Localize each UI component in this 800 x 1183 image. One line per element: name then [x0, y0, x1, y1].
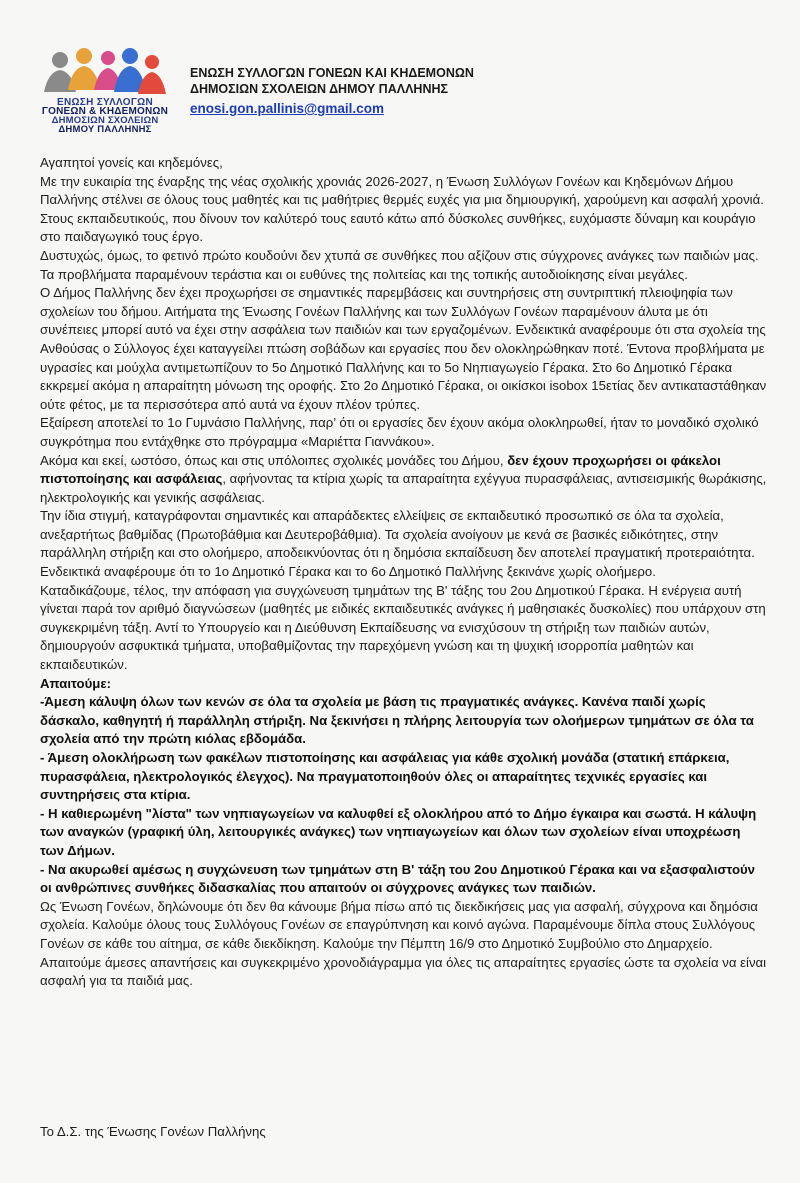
demands-heading-text: Απαιτούμε: — [40, 675, 111, 691]
letterhead — [30, 38, 770, 138]
org-line-2: ΔΗΜΟΣΙΩΝ ΣΧΟΛΕΙΩΝ ΔΗΜΟΥ ΠΑΛΛΗΝΗΣ — [190, 82, 448, 96]
paragraph-5 — [40, 452, 768, 508]
paragraph-4: Εξαίρεση αποτελεί το 1ο Γυμνάσιο Παλλήνης, παρ’ ότι οι εργασίες δεν έχουν ακόμα ολοκληρωθεί, ήταν το μοναδικό σχολικό συγκρότημα που εντάχθηκε στο πρόγραμμα «Μαριέττα Γιαννάκου». — [40, 415, 759, 449]
demand-1 — [40, 693, 768, 749]
logo-line-1: ΕΝΩΣΗ ΣΥΛΛΟΓΩΝ — [57, 97, 153, 108]
paragraph-5-end: , αφήνοντας τα κτίρια χωρίς τα απαραίτητα εχέγγυα πυρασφάλειας, αντισεισμικής θωράκισης, ηλεκτρολογικής και γενικής ασφάλειας. — [40, 471, 767, 505]
demand-2 — [40, 749, 768, 805]
org-line-1: ΕΝΩΣΗ ΣΥΛΛΟΓΩΝ ΓΟΝΕΩΝ ΚΑΙ ΚΗΔΕΜΟΝΩΝ — [190, 66, 474, 80]
paragraph-5-bold: δεν έχουν προχωρήσει οι φάκελοι πιστοποίησης και ασφάλειας — [40, 452, 721, 487]
greeting: Αγαπητοί γονείς και κηδεμόνες, — [40, 155, 223, 170]
union-logo — [30, 38, 180, 138]
demand-4 — [40, 861, 768, 898]
paragraph-3: Ο Δήμος Παλλήνης δεν έχει προχωρήσει σε σημαντικές παρεμβάσεις και συντηρήσεις στη συντριπτική πλειοψηφία των σχολείων του δήμου. Αιτήματα της Ένωσης Γονέων Παλλήνης και των Συλλόγων Γονέων παραμένουν άλυτα με ότι συνέπειες μπορεί αυτό να έχει στην ασφάλεια των παιδιών και των εργαζομένων. Ενδεικτικά αναφέρουμε ότι στα σχολεία της Ανθούσας ο Σύλλογος έχει καταγγείλει πτώση σοβάδων και εργασίες που δεν ολοκληρώθηκαν ποτέ. Έντονα προβλήματα με υγρασίες και μούχλα αντιμετωπίζουν το 5ο Δημοτικό Παλλήνης και το 5ο Νηπιαγωγείο Γέρακα. Στο 6ο Δημοτικό Γέρακα εκκρεμεί ακόμα η απαραίτητη μόνωση της οροφής. Στο 2ο Δημοτικό Γέρακα, οι οικίσκοι isobox 15ετίας δεν αντικαταστάθηκαν ούτε φέτος, με τα περισσότερα από αυτά να έχουν πλέον τρύπες. — [40, 285, 767, 412]
organization-name — [190, 65, 474, 97]
paragraph-2: Δυστυχώς, όμως, το φετινό πρώτο κουδούνι δεν χτυπά σε συνθήκες που αξίζουν στις σύγχρονες ανάγκες των παιδιών μας. Τα προβλήματα παραμένουν τεράστια και οι ευθύνες της πολιτείας και της τοπικής αυτοδιοίκησης είναι μεγάλες. — [40, 247, 759, 282]
paragraph-7: Καταδικάζουμε, τέλος, την απόφαση για συγχώνευση τμημάτων της Β' τάξης του 2ου Δημοτικού Γέρακα. Η ενέργεια αυτή γίνεται παρά τον αριθμό διαγνώσεων (μαθητές με ειδικές εκπαιδευτικές ανάγκες ή μαθησιακές δυσκολίες) που υπάρχουν στη συγκεκριμένη τάξη. Αντί το Υπουργείο και η Διεύθυνση Εκπαίδευσης να ενισχύσουν τη στήριξη των παιδιών αυτών, δημιουργούν ασφυκτικά τμήματα, υποβαθμίζοντας την παρεχόμενη γνώση και τη ψυχική ισορροπία μαθητών και εκπαιδευτικών. — [40, 582, 766, 673]
logo-wordmark — [30, 98, 180, 134]
demands-heading — [40, 675, 768, 694]
paragraph-5-start: Ακόμα και εκεί, ωστόσο, όπως και στις υπόλοιπες σχολικές μονάδες του Δήμου, — [40, 452, 508, 468]
demand-4-text: - Να ακυρωθεί αμέσως η συγχώνευση των τμημάτων στη Β' τάξη του 2ου Δημοτικού Γέρακα και να εξασφαλιστούν οι ανθρώπινες συνθήκες διδασκαλίας που απαιτούν οι σύγχρονες ανάγκες των παιδιών. — [40, 861, 756, 896]
logo-line-3: ΔΗΜΟΣΙΩΝ ΣΧΟΛΕΙΩΝ — [51, 115, 159, 126]
people-logo-icon — [42, 46, 168, 102]
demand-2-text: - Άμεση ολοκλήρωση των φακέλων πιστοποίησης και ασφάλειας για κάθε σχολική μονάδα (στατική επάρκεια, πυρασφάλεια, ηλεκτρολογικός έλεγχος). Να πραγματοποιηθούν όλες οι απαραίτητες τεχνικές εργασίες και συντηρήσεις στα κτίρια. — [40, 750, 730, 803]
paragraph-1: Με την ευκαιρία της έναρξης της νέας σχολικής χρονιάς 2026-2027, η Ένωση Συλλόγων Γονέων και Κηδεμόνων Δήμου Παλλήνης στέλνει σε όλους τους μαθητές και τις μαθήτριες θερμές ευχές για μια δημιουργική, χαρούμενη και ασφαλή χρονιά. Στους εκπαιδευτικούς, που δίνουν τον καλύτερό τους εαυτό κάτω από δύσκολες συνθήκες, ευχόμαστε δύναμη και κουράγιο στο παιδαγωγικό τους έργο. — [40, 173, 764, 245]
logo-line-2: ΓΟΝΕΩΝ & ΚΗΔΕΜΟΝΩΝ — [41, 106, 169, 117]
letter-body — [40, 154, 768, 991]
paragraph-6: Την ίδια στιγμή, καταγράφονται σημαντικές και απαράδεκτες ελλείψεις σε εκπαιδευτικό προσωπικό σε όλα τα σχολεία, ανεξαρτήτως βαθμίδας (Πρωτοβάθμια και Δευτεροβάθμια). Τα σχολεία ανοίγουν με κενά σε βασικές ειδικότητες, στην παράλληλη στήριξη και στο ολοήμερο, αποδεικνύοντας ότι η δημόσια εκπαίδευση δεν αποτελεί πραγματική προτεραιότητα. Ενδεικτικά αναφέρουμε ότι το 1ο Δημοτικό Γέρακα και το 6ο Δημοτικό Παλλήνης ξεκινάνε χωρίς ολοήμερο. — [40, 508, 755, 580]
contact-email-link[interactable]: enosi.gon.pallinis@gmail.com — [190, 101, 384, 116]
closing-paragraph: Ως Ένωση Γονέων, δηλώνουμε ότι δεν θα κάνουμε βήμα πίσω από τις διεκδικήσεις μας για ασφαλή, σύγχρονα και δημόσια σχολεία. Καλούμε όλους τους Συλλόγους Γονέων σε επαγρύπνηση και κοινό αγώνα. Παραμένουμε δίπλα στους Συλλόγους Γονέων σε κάθε του αίτημα, σε κάθε διεκδίκηση. Καλούμε την Πέμπτη 16/9 στο Δημοτικό Συμβούλιο στο Δημαρχείο. Απαιτούμε άμεσες απαντήσεις και συγκεκριμένο χρονοδιάγραμμα για όλες τις απαραίτητες εργασίες ώστε τα σχολεία να είναι ασφαλή για τα παιδιά μας. — [40, 898, 767, 989]
demand-3-text: - Η καθιερωμένη "λίστα" των νηπιαγωγείων να καλυφθεί εξ ολοκλήρου από το Δήμο έγκαιρα και σωστά. Η κάλυψη των αναγκών (γραφική ύλη, λειτουργικές ανάγκες) των νηπιαγωγείων και όλων των σχολείων είναι υποχρέωση των Δήμων. — [40, 805, 757, 858]
signature: Το Δ.Σ. της Ένωσης Γονέων Παλλήνης — [40, 1124, 266, 1139]
demand-1-text: -Άμεση κάλυψη όλων των κενών σε όλα τα σχολεία με βάση τις πραγματικές ανάγκες. Κανένα παιδί χωρίς δάσκαλο, καθηγητή ή παράλληλη στήριξη. Να ξεκινήσει η πλήρης λειτουργία των ολοήμερων τμημάτων σε όλα τα σχολεία από την πρώτη κιόλας εβδομάδα. — [40, 694, 754, 747]
logo-line-4: ΔΗΜΟΥ ΠΑΛΛΗΝΗΣ — [58, 124, 152, 135]
demand-3 — [40, 805, 768, 861]
